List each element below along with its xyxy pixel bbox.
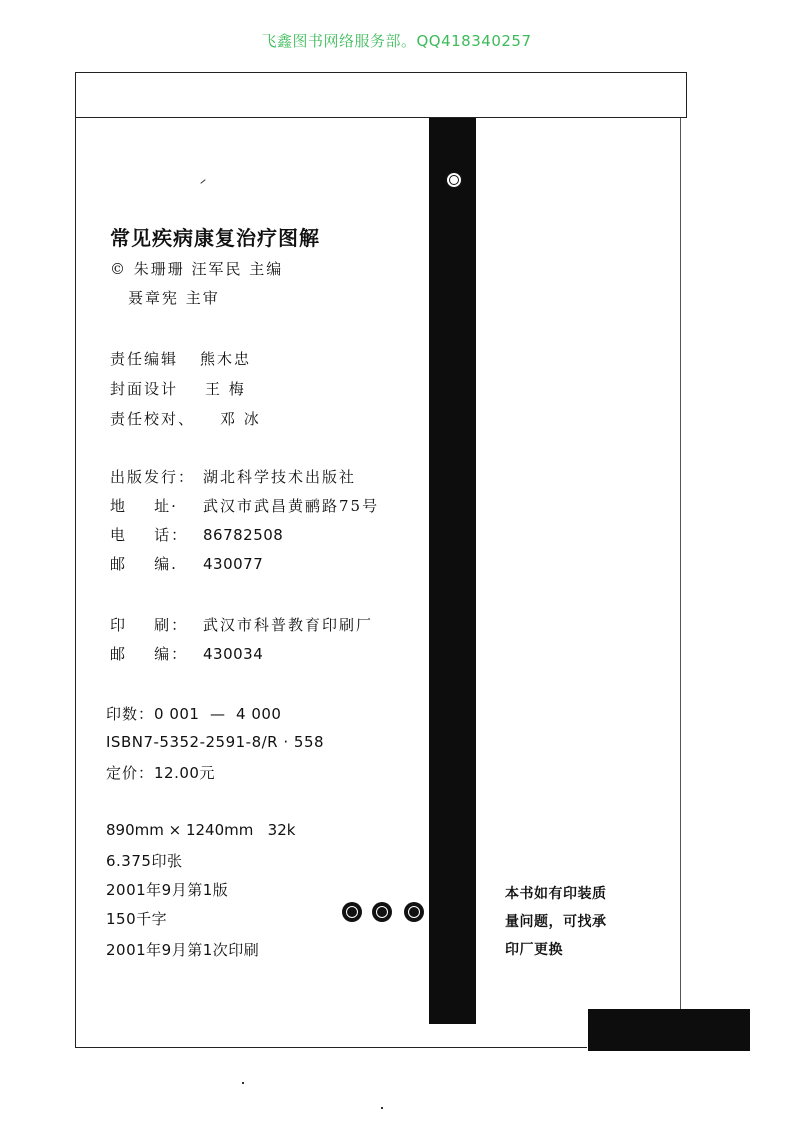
staff-label: 封面设计: [110, 380, 179, 398]
printing-line: 2001年9月第1次印刷: [106, 941, 260, 959]
watermark-text: 飞鑫图书网络服务部。QQ418340257: [261, 32, 532, 50]
publisher-value: 湖北科学技术出版社: [203, 468, 357, 486]
staff-value: 王 梅: [205, 380, 246, 398]
address-value: 武汉市武昌黄鹂路75号: [203, 497, 380, 515]
printer-row: [110, 614, 373, 635]
header-divider: [75, 117, 687, 118]
phone-label: 电 话：: [110, 526, 189, 544]
sheets-line: 6.375印张: [106, 852, 183, 870]
staff-label: 责任编辑: [110, 350, 179, 368]
frame-top-line: [75, 72, 687, 73]
postcode-label: 邮 编.: [110, 555, 178, 573]
phone-row: [110, 524, 283, 545]
printer-value: 武汉市科普教育印刷厂: [203, 616, 374, 634]
speck: [381, 1107, 383, 1109]
editors-line: © 朱珊珊 汪军民 主编: [110, 260, 284, 278]
frame-bottom-line: [75, 1047, 587, 1048]
notice-line-1: 本书如有印装质: [505, 886, 607, 902]
edition-line: 2001年9月第1版: [106, 881, 229, 899]
frame-right-line-lower: [680, 118, 681, 1010]
staff-value: 熊木忠: [200, 350, 252, 368]
staff-row: [110, 408, 261, 429]
publisher-label: 出版发行：: [110, 468, 196, 486]
publisher-row: [110, 466, 356, 487]
notice-line-2: 量问题，可找承: [505, 914, 607, 930]
reviewer-line: 聂章宪 主审: [128, 289, 220, 307]
address-row: [110, 495, 379, 516]
staff-row: [110, 348, 251, 369]
dot-ornament-3: [404, 902, 424, 922]
address-label: 地 址·: [110, 497, 178, 515]
postcode-row: [110, 553, 263, 574]
staff-value: 邓 冰: [220, 410, 261, 428]
print-run-label: 印数：: [106, 705, 155, 723]
price-row: [106, 762, 215, 783]
printer-label: 印 刷：: [110, 616, 189, 634]
isbn-line: ISBN7-5352-2591-8/R · 558: [106, 733, 325, 751]
print-run-row: [106, 703, 281, 724]
printer-postcode-row: [110, 643, 263, 664]
frame-left-line: [75, 72, 76, 1048]
black-corner-block: [588, 1009, 750, 1051]
frame-right-line: [686, 72, 687, 118]
staff-row: [110, 378, 246, 399]
black-spine-bar: [429, 118, 476, 1024]
format-line: 890mm × 1240mm 32k: [106, 821, 296, 839]
speck: [242, 1082, 244, 1084]
postcode-value: 430077: [203, 555, 264, 573]
price-value: 12.00元: [154, 764, 215, 782]
speck: [200, 179, 205, 184]
staff-label: 责任校对、: [110, 410, 196, 428]
printer-postcode-value: 430034: [203, 645, 264, 663]
dot-ornament-2: [372, 902, 392, 922]
printer-postcode-label: 邮 编：: [110, 645, 189, 663]
book-title: 常见疾病康复治疗图解: [110, 226, 320, 250]
notice-line-3: 印厂更换: [505, 942, 563, 958]
words-line: 150千字: [106, 910, 168, 928]
ring-ornament: [445, 171, 463, 189]
print-run-value: 0 001 — 4 000: [154, 705, 282, 723]
phone-value: 86782508: [203, 526, 284, 544]
dot-ornament-1: [342, 902, 362, 922]
price-label: 定价：: [106, 764, 155, 782]
